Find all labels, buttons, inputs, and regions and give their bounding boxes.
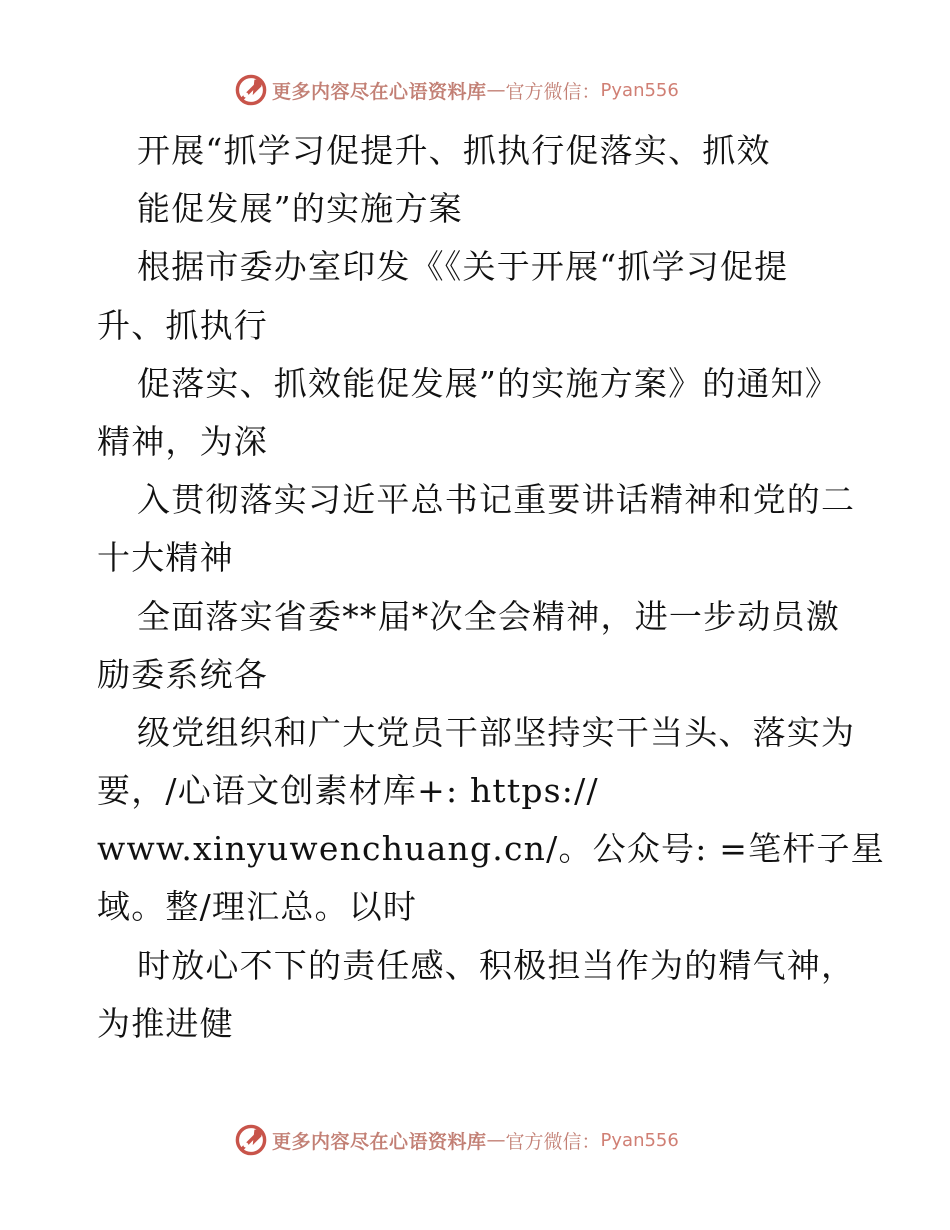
document-line: 促落实、抓效能促发展”的实施方案》的通知》 (137, 363, 840, 403)
document-line: 根据市委办室印发《《关于开展“抓学习促提 (137, 247, 789, 287)
watermark-separator: — (486, 1129, 506, 1151)
header-watermark (234, 72, 679, 108)
document-line: 级党组织和广大党员干部坚持实干当头、落实为 (137, 712, 856, 752)
footer-watermark (234, 1122, 679, 1158)
document-line: 时放心不下的责任感、积极担当作为的精气神， (137, 945, 856, 985)
watermark-site-text: 更多内容尽在心语资料库 (272, 1130, 487, 1153)
document-line: 能促发展”的实施方案 (137, 189, 463, 229)
watermark-wechat-id: Pyan556 (600, 1129, 679, 1151)
document-line: 升、抓执行 (97, 305, 268, 345)
document-line: 开展“抓学习促提升、抓执行促落实、抓效 (137, 131, 771, 170)
watermark-site-text: 更多内容尽在心语资料库 (272, 80, 487, 103)
document-line: 入贯彻落实习近平总书记重要讲话精神和党的二 (137, 480, 856, 520)
document-body (97, 122, 897, 1053)
document-line: www.xinyuwenchuang.cn/。公众号: =笔杆子星 (97, 829, 885, 869)
document-line: 为推进健 (97, 1003, 234, 1043)
document-line: 要，/心语文创素材库+: https:// (97, 771, 599, 811)
brush-logo-icon (234, 1123, 268, 1157)
watermark-wechat-id: Pyan556 (600, 79, 679, 101)
document-line: 精神，为深 (97, 421, 268, 461)
watermark-wechat-label: 官方微信： (505, 80, 601, 103)
document-line: 十大精神 (97, 538, 234, 578)
brush-logo-icon (234, 73, 268, 107)
watermark-wechat-label: 官方微信： (505, 1130, 601, 1153)
document-line: 励委系统各 (97, 654, 268, 694)
watermark-separator: — (486, 79, 506, 101)
document-line: 全面落实省委**届*次全会精神，进一步动员激 (137, 596, 840, 636)
document-line: 域。整/理汇总。以时 (97, 887, 418, 927)
